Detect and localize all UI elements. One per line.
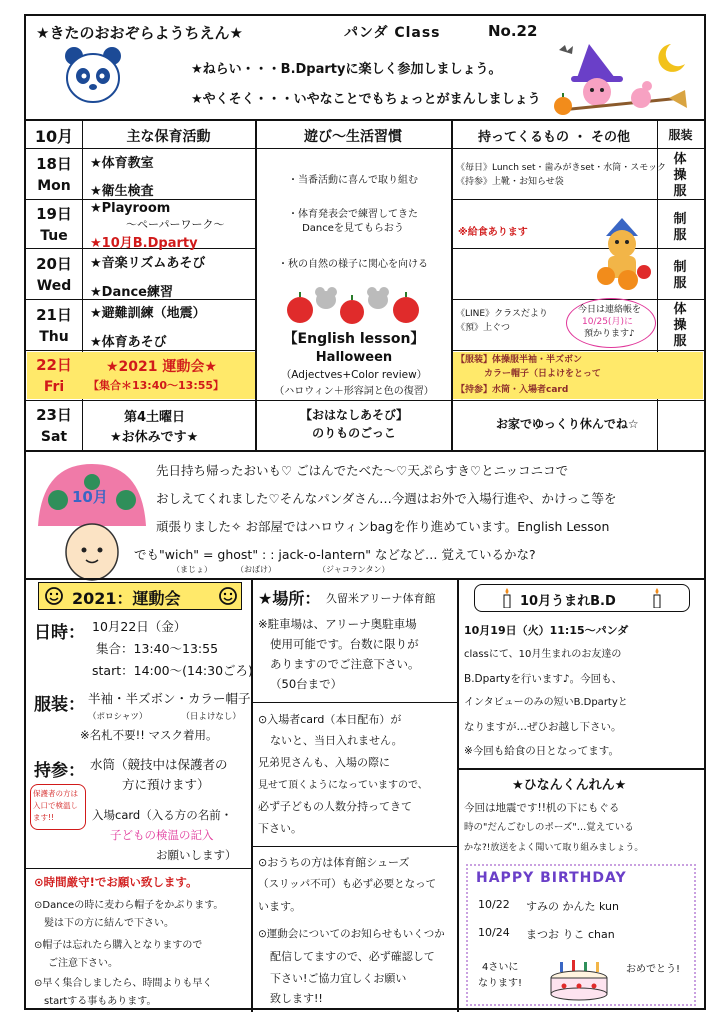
bring-line: 水筒（競技中は保護者の bbox=[90, 757, 228, 772]
parking-line: ※駐車場は、アリーナ奥駐車場 bbox=[258, 617, 417, 631]
activity-sub: ～ペーパーワーク～ bbox=[126, 218, 225, 231]
message-line: 頑張りました✧ お部屋ではハロウィンbagを作り進めています。English Lesson bbox=[156, 519, 610, 534]
parking-line: （50台まで） bbox=[270, 677, 343, 691]
life-item: Danceを見てもらおう bbox=[302, 223, 404, 234]
ruby-lantern: （ジャコランタン） bbox=[318, 565, 390, 574]
clothes-line: （ポロシャツ） （日よけなし） bbox=[88, 712, 241, 722]
mushroom-month-label: 10月 bbox=[72, 488, 108, 506]
day-dow: Mon bbox=[37, 178, 71, 194]
activity-item: ★Dance練習 bbox=[90, 285, 173, 300]
activity-item: ★音楽リズムあそび bbox=[90, 256, 206, 271]
message-bottom-line bbox=[26, 578, 704, 580]
col-line bbox=[82, 119, 83, 450]
col-line bbox=[251, 578, 253, 1012]
card-note: 兄弟児さんも、入場の際に bbox=[258, 756, 390, 769]
fri-bring: 【持参】水筒・入場者card bbox=[456, 385, 569, 395]
bring-line: 方に預けます） bbox=[122, 777, 210, 792]
newsletter-sheet bbox=[24, 14, 706, 1010]
date-label: 日時： bbox=[34, 623, 85, 643]
card-note: ないと、当日入れません。 bbox=[270, 734, 403, 747]
kid-date: 10/22 bbox=[478, 898, 510, 911]
row-line bbox=[251, 846, 457, 847]
notebook-note: 今日は連絡帳を bbox=[578, 305, 642, 315]
witch-broom-icon bbox=[541, 36, 691, 122]
day-date: 20日 bbox=[36, 255, 72, 273]
note-line: ⊙Danceの時に麦わら帽子をかぶります。 bbox=[34, 900, 224, 911]
drill-line: 今回は地震です!!机の下にもぐる bbox=[464, 802, 620, 814]
note-line: ⊙時間厳守!でお願い致します。 bbox=[34, 875, 198, 889]
fri-cap: カラー帽子（日よけをとって bbox=[484, 369, 601, 379]
place-title: ★場所： bbox=[258, 589, 321, 608]
bring-header: 持ってくるもの ・ その他 bbox=[477, 130, 631, 145]
clothes-label: 服装： bbox=[34, 695, 85, 715]
clothes-wed: 制服 bbox=[673, 260, 687, 291]
row-line bbox=[451, 299, 704, 300]
issue-number: No.22 bbox=[488, 22, 538, 40]
bd-line: なりますが…ぜひお越し下さい。 bbox=[464, 721, 622, 733]
activity-item: ★体育教室 bbox=[90, 156, 154, 171]
day-dow: Tue bbox=[40, 228, 68, 244]
row-line bbox=[26, 868, 251, 869]
activity-item: ★避難訓練（地震） bbox=[90, 306, 206, 321]
card-line: 子どもの検温の記入 bbox=[110, 828, 214, 842]
activity-item: ★Playroom bbox=[90, 201, 171, 216]
note-line: 髪は下の方に結んで下さい。 bbox=[44, 918, 174, 929]
school-name: ★きたのおおぞらようちえん★ bbox=[36, 24, 243, 42]
day-date: 23日 bbox=[36, 406, 72, 424]
mail-note: 配信してますので、必ず確認して bbox=[270, 950, 435, 963]
promise-text: ★やくそく・・・いやなことでもちょっとがまんしましょう bbox=[191, 92, 541, 107]
kid-name: すみの かんた kun bbox=[526, 900, 619, 913]
day-date: 19日 bbox=[36, 205, 72, 223]
age-line: 4さいに bbox=[482, 962, 519, 973]
congrats-text: おめでとう! bbox=[626, 964, 681, 975]
candle-icon bbox=[502, 588, 512, 608]
dog-pumpkin-icon bbox=[592, 214, 654, 294]
row-line bbox=[451, 350, 704, 351]
mail-note: ⊙運動会についてのお知らせもいくつか bbox=[258, 928, 445, 940]
assembly-time: 【集合＊13:40～13:55】 bbox=[88, 379, 225, 392]
sports-title: 2021：運動会 bbox=[72, 589, 181, 608]
clothes-line: 半袖・半ズボン・カラー帽子 bbox=[88, 691, 251, 706]
life-item: ・体育発表会で練習してきた bbox=[288, 209, 418, 220]
activity-item: ★衛生検査 bbox=[90, 184, 154, 199]
age-line: なります! bbox=[478, 978, 523, 989]
class-name: パンダ Class bbox=[344, 25, 441, 41]
month-header: 10月 bbox=[34, 127, 74, 146]
note-line: startする事もあります。 bbox=[44, 996, 157, 1007]
kept-shoes: 《預》上ぐつ bbox=[456, 323, 511, 333]
shoes-note: ⊙おうちの方は体育館シューズ bbox=[258, 856, 410, 869]
parking-line: 使用可能です。台数に限りが bbox=[270, 637, 419, 651]
activity-item: 第4土曜日 bbox=[124, 410, 186, 425]
table-top-line bbox=[26, 119, 704, 121]
note-line: ⊙帽子は忘れたら購入となりますので bbox=[34, 940, 203, 951]
date-line: start：14:00～(14:30ごろ) bbox=[92, 663, 253, 678]
note-line: ⊙早く集合しましたら、時間よりも早く bbox=[34, 978, 213, 989]
line-news: 《LINE》クラスだより bbox=[456, 309, 548, 319]
drill-title: ★ひなんくんれん★ bbox=[512, 778, 627, 793]
parking-line: ありますのでご注意下さい。 bbox=[270, 657, 420, 671]
message-line: でも"wich" = ghost" : : jack-o-lantern" などなど… 覚えているかな? bbox=[134, 547, 536, 562]
birthday-banner: HAPPY BIRTHDAY bbox=[476, 870, 627, 886]
day-date: 22日 bbox=[36, 356, 72, 374]
mail-note: 致します!! bbox=[270, 992, 323, 1005]
clothes-mon: 体操服 bbox=[673, 152, 687, 199]
life-item: ・秋の自然の様子に関心を向ける bbox=[278, 259, 428, 270]
birthday-cake-icon bbox=[546, 956, 612, 1002]
card-note: ⊙入場者card（本日配布）が bbox=[258, 713, 402, 726]
mice-apples-icon bbox=[278, 278, 428, 326]
english-theme: Halloween bbox=[315, 350, 393, 365]
card-note: 必ず子どもの人数分持ってきて bbox=[258, 800, 412, 813]
bring-carry: 《持参》上靴・お知らせ袋 bbox=[456, 177, 564, 187]
col-line bbox=[451, 119, 453, 450]
col-line bbox=[255, 119, 257, 450]
clothes-header: 服装 bbox=[668, 128, 693, 142]
day-date: 18日 bbox=[36, 155, 72, 173]
table-bottom-line bbox=[26, 450, 704, 452]
clothes-thu: 体操服 bbox=[673, 302, 687, 349]
row-line bbox=[255, 400, 451, 401]
notebook-note: 預かります♪ bbox=[584, 329, 635, 339]
message-line: おしえてくれました♡そんなパンダさん…今週はお外で入場行進や、かけっこ等を bbox=[156, 491, 617, 506]
sat-rest: お家でゆっくり休んでね☆ bbox=[496, 417, 639, 431]
kid-date: 10/24 bbox=[478, 926, 510, 939]
smiley-icon bbox=[44, 586, 64, 606]
card-note: 下さい。 bbox=[258, 822, 302, 835]
english-sub1: （Adjectves+Color review） bbox=[280, 369, 428, 381]
row-line bbox=[457, 768, 704, 770]
bd-line: ※今回も給食の日となってます。 bbox=[464, 745, 619, 757]
drill-line: 時の"だんごむしのポーズ"…覚えている bbox=[464, 822, 634, 833]
date-line: 10月22日（金） bbox=[92, 619, 187, 634]
guardian-note: 保護者の方は入口で検温します!! bbox=[33, 789, 78, 822]
activity-item: ★体育あそび bbox=[90, 335, 167, 350]
activity-bd-party: ★10月B.Dparty bbox=[90, 236, 198, 251]
col-line bbox=[457, 578, 459, 1012]
english-title: 【English lesson】 bbox=[283, 331, 425, 347]
ohanashi-name: のりものごっこ bbox=[312, 426, 396, 440]
bd-title: 10月うまれB.D bbox=[520, 594, 616, 609]
candle-icon bbox=[652, 588, 662, 608]
clothes-tue: 制服 bbox=[673, 212, 687, 243]
day-dow: Fri bbox=[43, 379, 65, 395]
drill-line: かな?!放送をよく聞いて取り組みましょう。 bbox=[464, 843, 644, 853]
bd-line: B.Dpartyを行います♪。今回も、 bbox=[464, 673, 623, 685]
kid-name: まつお りこ chan bbox=[526, 928, 615, 941]
row-line bbox=[251, 702, 457, 703]
row-line bbox=[26, 350, 255, 351]
day-dow: Wed bbox=[36, 278, 72, 294]
row-line bbox=[451, 248, 704, 249]
bd-line: 10月19日（火）11:15～パンダ bbox=[464, 624, 629, 637]
mail-note: 下さい!ご協力宜しくお願い bbox=[270, 972, 407, 985]
message-line: 先日持ち帰ったおいも♡ ごはんでたべた～♡天ぷらすき♡とニッコニコで bbox=[156, 463, 569, 478]
life-header: 遊び～生活習慣 bbox=[304, 129, 402, 145]
ruby-witch: （まじょ） bbox=[172, 565, 212, 574]
aim-text: ★ねらい・・・B.Dpartyに楽しく参加しましょう。 bbox=[191, 62, 502, 77]
day-dow: Thu bbox=[39, 329, 69, 345]
row-line bbox=[451, 199, 704, 200]
bd-line: classにて、10月生まれのお友達の bbox=[464, 649, 622, 660]
bring-daily: 《毎日》Lunch set・歯みがきset・水筒・スモック bbox=[456, 163, 667, 173]
ruby-ghost: （おばけ） bbox=[236, 565, 276, 574]
panda-face-icon bbox=[62, 44, 124, 106]
day-date: 21日 bbox=[36, 306, 72, 324]
english-sub2: （ハロウィン＋形容詞と色の復習） bbox=[274, 386, 434, 397]
smiley-icon bbox=[218, 586, 238, 606]
note-line: ご注意下さい。 bbox=[48, 958, 118, 969]
bring-label: 持参： bbox=[34, 761, 85, 781]
clothes-line: ※名札不要!! マスク着用。 bbox=[80, 728, 218, 742]
table-header-line bbox=[26, 148, 704, 149]
life-item: ・当番活動に喜んで取り組む bbox=[288, 175, 418, 186]
bd-line: インタビューのみの短いB.Dpartyと bbox=[464, 697, 628, 708]
card-line: お願いします） bbox=[156, 848, 237, 862]
place-name: 久留米アリーナ体育館 bbox=[326, 592, 436, 605]
ohanashi-title: 【おはなしあそび】 bbox=[299, 408, 408, 422]
shoes-note: います。 bbox=[258, 900, 302, 913]
card-line: 入場card（入る方の名前・ bbox=[92, 808, 233, 822]
activities-header: 主な保育活動 bbox=[126, 129, 211, 145]
row-line bbox=[26, 199, 255, 200]
activity-item: ★お休みです★ bbox=[110, 430, 199, 445]
sports-day-item: ★2021 運動会★ bbox=[106, 359, 217, 375]
day-dow: Sat bbox=[40, 429, 68, 445]
notebook-note: 10/25(月)に bbox=[582, 317, 633, 327]
lunch-note: ※給食あります bbox=[458, 227, 528, 238]
shoes-note: （スリッパ不可）も必ず必要となって bbox=[258, 878, 437, 890]
date-line: 集合：13:40～13:55 bbox=[96, 641, 219, 656]
fri-clothes: 【服装】体操服半袖・半ズボン bbox=[456, 355, 583, 365]
card-note: 見せて頂くようになっていますので、 bbox=[258, 780, 428, 791]
